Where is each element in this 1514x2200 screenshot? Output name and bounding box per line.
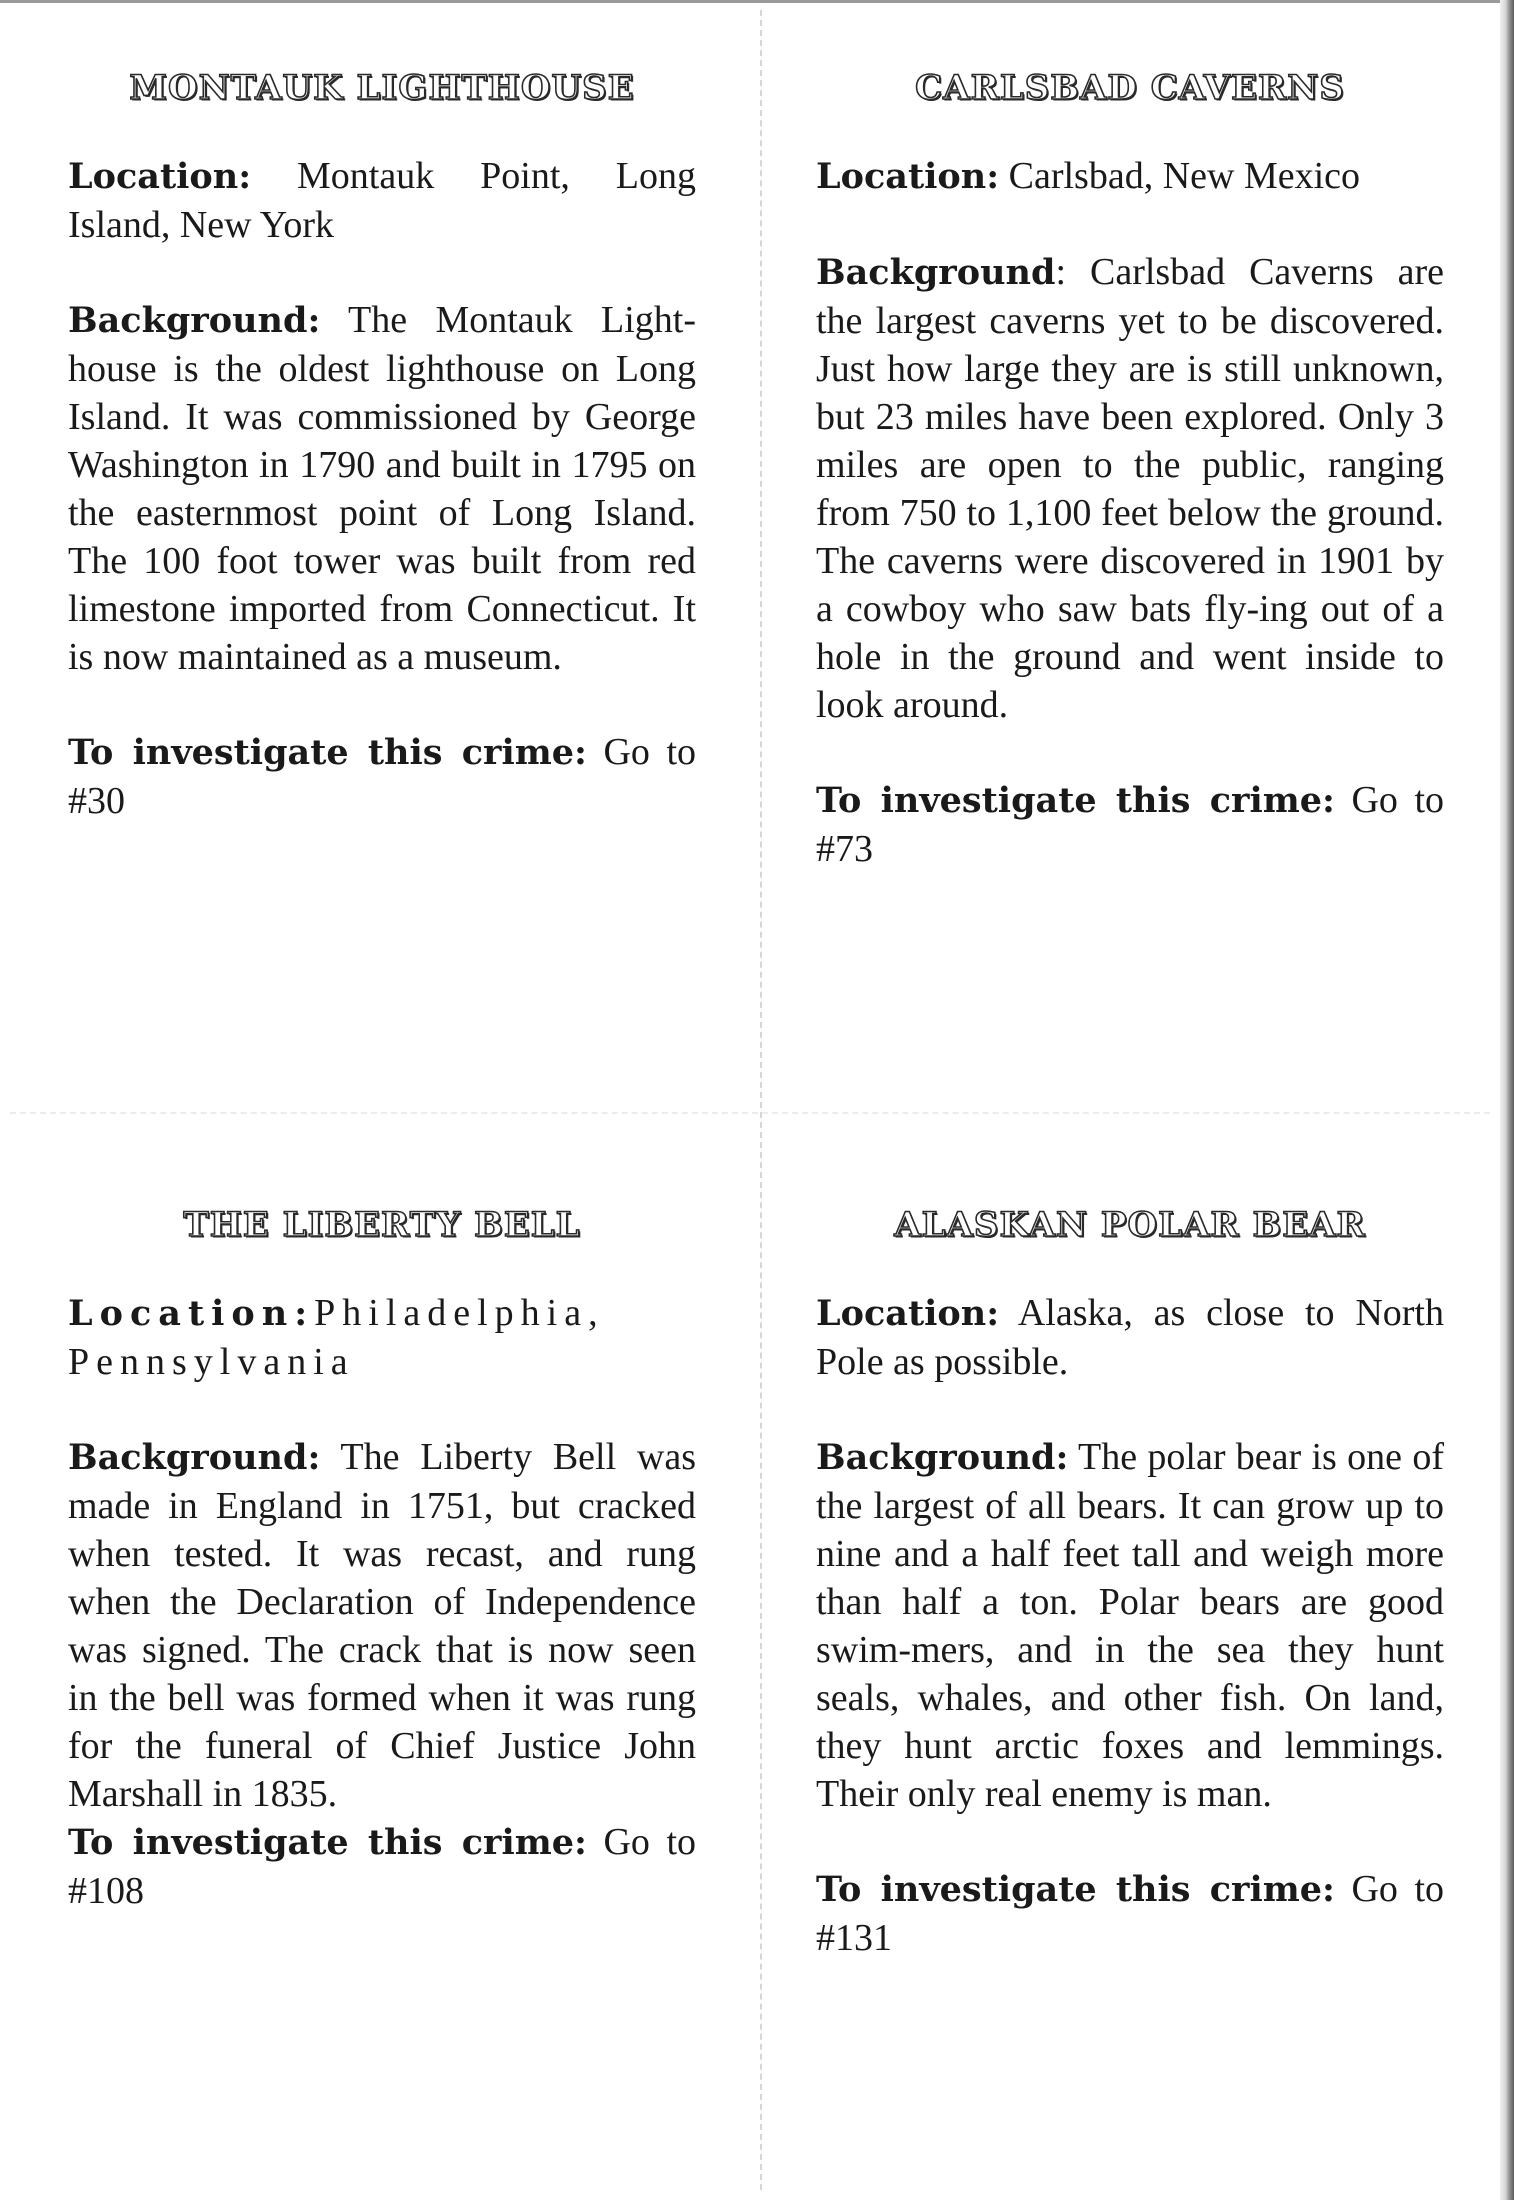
card-title: CARLSBAD CAVERNS — [915, 68, 1345, 108]
card-title: THE LIBERTY BELL — [183, 1205, 581, 1245]
card-alaskan-polar-bear — [816, 1205, 1444, 2009]
location-text: Carlsbad, New Mexico — [999, 155, 1361, 197]
card-title: ALASKAN POLAR BEAR — [894, 1205, 1366, 1245]
investigate-paragraph — [816, 1865, 1444, 1962]
card-carlsbad-caverns — [816, 68, 1444, 920]
horizontal-cut-line — [10, 1112, 1490, 1114]
location-paragraph — [68, 152, 696, 249]
background-text: : Carlsbad Caverns are the largest caverns yet to be discovered. Just how large they are is still unknown, but 23 miles have been explored. Only 3 miles are open to the public, ranging from 750 to 1,100 feet below the ground. The caverns were discovered in 1901 by a cowboy who saw bats fly-ing out of a hole in the ground and went inside to look around. — [816, 251, 1444, 726]
investigate-label: To investigate this crime: — [816, 780, 1335, 821]
background-paragraph — [68, 296, 696, 681]
background-label: Background: — [816, 1437, 1069, 1478]
location-text: Alaska, as close to North Pole as possible. — [816, 1292, 1444, 1383]
card-title: MONTAUK LIGHTHOUSE — [129, 68, 635, 108]
background-paragraph — [816, 248, 1444, 729]
investigate-text: Go to #73 — [816, 779, 1444, 870]
background-text: The polar bear is one of the largest of all bears. It can grow up to nine and a half feet tall and weigh more than half a ton. Polar bears are good swim-mers, and in the sea they hunt seals, whales, and other fish. On land, they hunt arctic foxes and lemmings. Their only real enemy is man. — [816, 1436, 1444, 1815]
background-label: Background: — [68, 1437, 321, 1478]
location-paragraph — [68, 1289, 696, 1386]
investigate-text: Go to #108 — [68, 1821, 696, 1912]
background-label: Background — [816, 252, 1056, 293]
investigate-text: Go to #30 — [68, 731, 696, 822]
location-text: Philadelphia, Pennsylvania — [68, 1292, 605, 1383]
scan-top-edge — [0, 0, 1514, 3]
background-text: The Montauk Light-house is the oldest lighthouse on Long Island. It was commissioned by George Washington in 1790 and built in 1795 on the easternmost point of Long Island. The 100 foot tower was built from red limestone imported from Connecticut. It is now maintained as a museum. — [68, 299, 696, 678]
location-label: Location: — [68, 1293, 315, 1334]
location-label: Location: — [816, 1293, 1000, 1334]
card-liberty-bell — [68, 1205, 696, 1962]
investigate-label: To investigate this crime: — [68, 732, 587, 773]
location-text: Montauk Point, Long Island, New York — [68, 155, 696, 246]
location-paragraph — [816, 152, 1444, 201]
investigate-label: To investigate this crime: — [816, 1869, 1335, 1910]
location-label: Location: — [816, 156, 1000, 197]
vertical-cut-line — [760, 10, 762, 2190]
investigate-paragraph — [816, 776, 1444, 873]
scan-right-edge — [1500, 0, 1514, 2200]
location-paragraph — [816, 1289, 1444, 1386]
location-label: Location: — [68, 156, 252, 197]
investigate-paragraph — [68, 1818, 696, 1915]
investigate-label: To investigate this crime: — [68, 1822, 587, 1863]
background-text: The Liberty Bell was made in England in 1751, but cracked when tested. It was recast, and rung when the Declaration of Independence was signed. The crack that is now seen in the bell was formed when it was rung for the funeral of Chief Justice John Marshall in 1835. — [68, 1436, 696, 1815]
background-paragraph — [816, 1433, 1444, 1818]
investigate-paragraph — [68, 728, 696, 825]
background-paragraph — [68, 1433, 696, 1818]
card-montauk-lighthouse — [68, 68, 696, 872]
investigate-text: Go to #131 — [816, 1868, 1444, 1959]
background-label: Background: — [68, 300, 321, 341]
